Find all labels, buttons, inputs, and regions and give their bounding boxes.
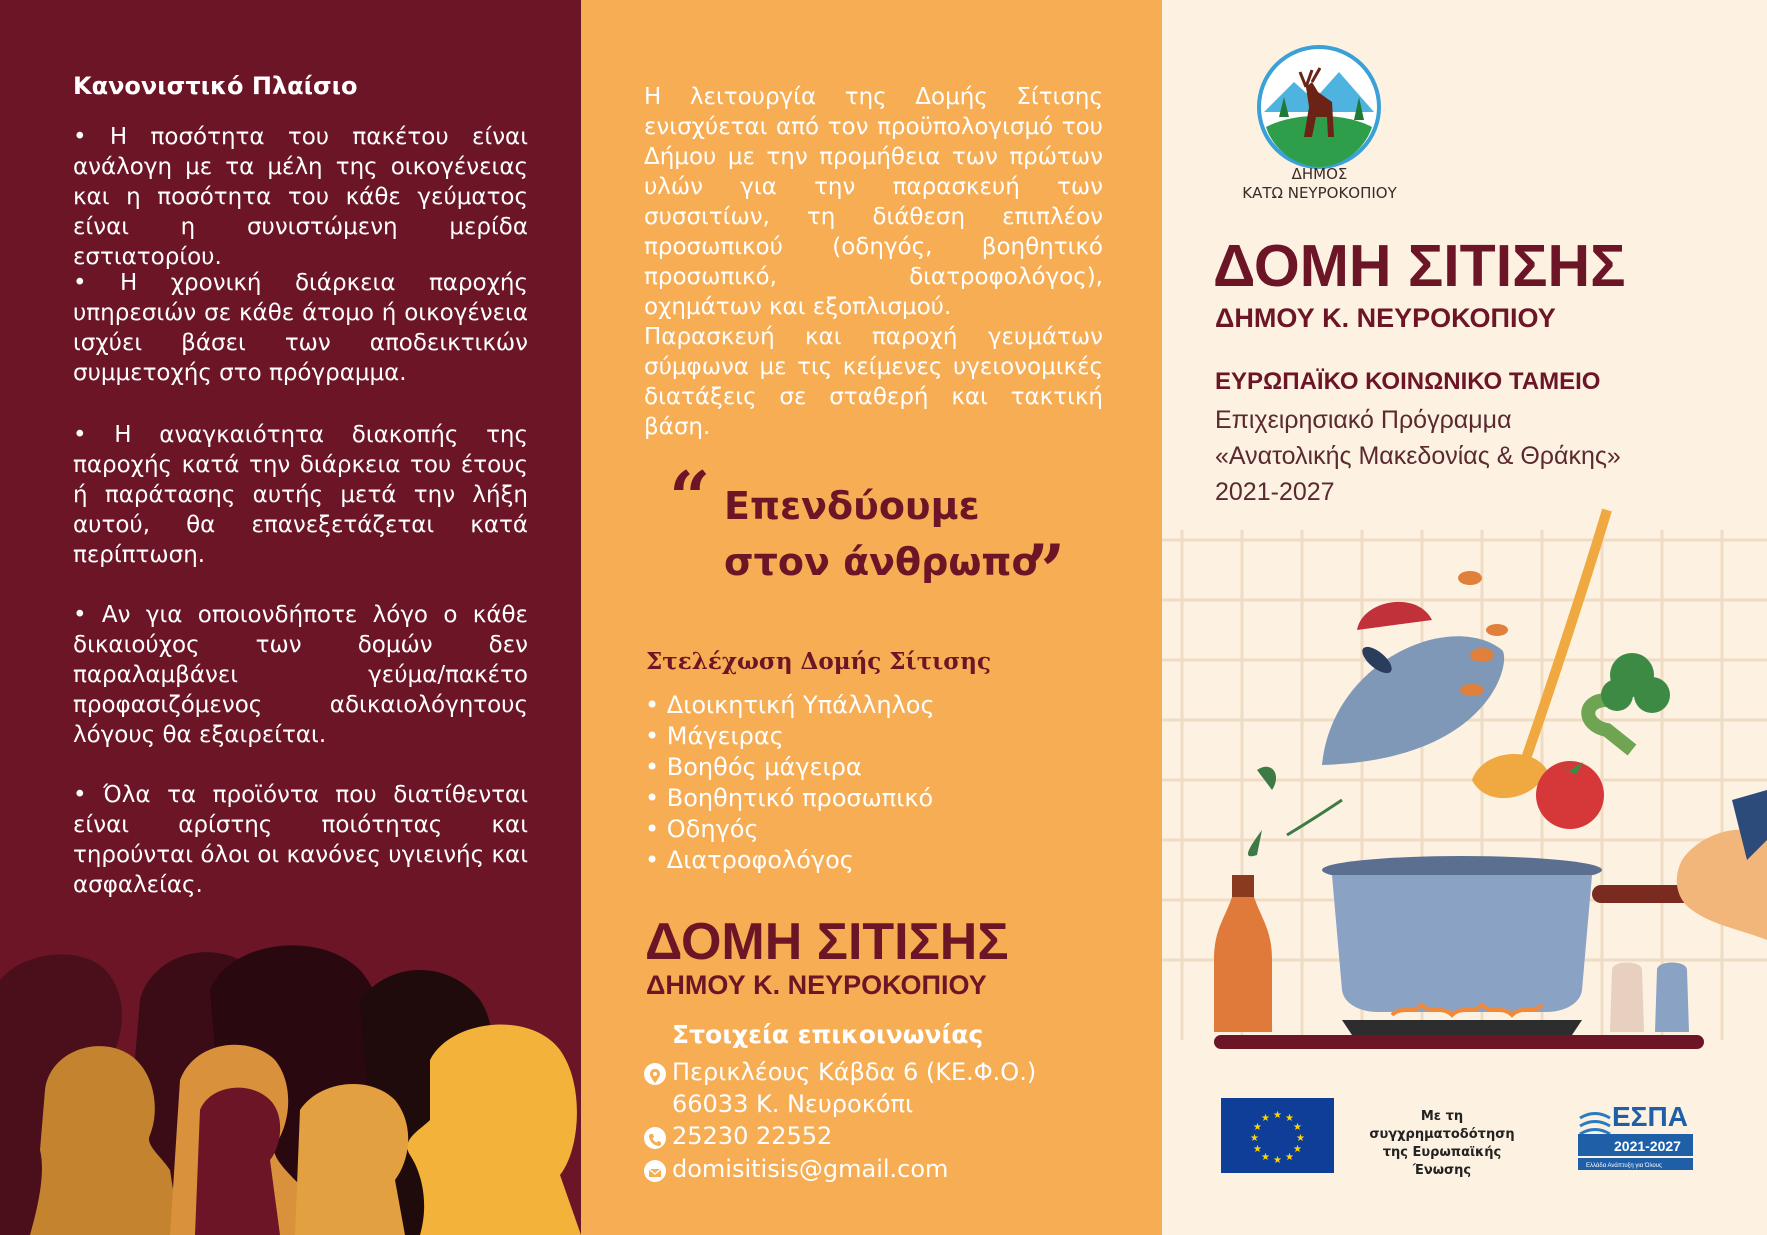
staff-item: • Μάγειρας <box>645 722 784 750</box>
svg-text:★: ★ <box>1261 1113 1270 1124</box>
cofund-line-2: της Ευρωπαϊκής Ένωσης <box>1382 1145 1502 1178</box>
panel-regulatory-framework <box>0 0 581 1235</box>
contact-title: Στοιχεία επικοινωνίας <box>672 1020 984 1049</box>
svg-text:★: ★ <box>1250 1133 1259 1144</box>
svg-text:★: ★ <box>1261 1152 1270 1163</box>
phone-icon <box>644 1127 666 1149</box>
svg-text:★: ★ <box>1273 1110 1282 1121</box>
address-text <box>672 1056 1036 1120</box>
rule-item: • Η ποσότητα του πακέτου είναι ανάλογη με τα μέλη της οικογένειας και η ποσότητα του κάθε γεύματος είναι η συνιστώμενη μερίδα εστιατορίου. <box>73 124 528 270</box>
program-line-3: 2021-2027 <box>1215 478 1335 506</box>
rule-item: • Όλα τα προϊόντα που διατίθενται είναι αρίστης ποιότητας και τηρούνται όλοι οι κανόνες υγιεινής και ασφαλείας. <box>73 782 528 898</box>
people-silhouettes-illustration <box>0 940 581 1235</box>
staff-item: • Διατροφολόγος <box>645 846 854 874</box>
address-line-1: Περικλέους Κάβδα 6 (ΚΕ.Φ.Ο.) <box>672 1058 1037 1086</box>
svg-text:★: ★ <box>1253 1122 1262 1133</box>
espa-tagline: Ελλάδα Ανάπτυξη για Όλους <box>1586 1163 1662 1169</box>
program-line-2: «Ανατολικής Μακεδονίας & Θράκης» <box>1215 442 1621 470</box>
logo-line-1: ΔΗΜΟΣ <box>1291 165 1348 183</box>
staff-item: • Διοικητική Υπάλληλος <box>645 691 935 719</box>
staff-list <box>645 690 935 876</box>
regulatory-title: Κανονιστικό Πλαίσιο <box>73 72 358 100</box>
svg-text:★: ★ <box>1273 1155 1282 1166</box>
email-row <box>644 1153 948 1185</box>
slogan-line-1: Επενδύουμε <box>724 484 980 528</box>
email-address[interactable]: domisitisis@gmail.com <box>672 1155 949 1183</box>
phone-row <box>644 1120 832 1152</box>
rule-item: • Η χρονική διάρκεια παροχής υπηρεσιών σε κάθε άτομο ή οικογένεια ισχύει βάσει των αποδεικτικών συμμετοχής στο πρόγραμμα. <box>73 270 528 386</box>
panel-cover <box>1162 0 1767 1235</box>
location-icon <box>644 1063 666 1085</box>
svg-text:★: ★ <box>1293 1144 1302 1155</box>
staff-item: • Βοηθητικό προσωπικό <box>645 784 934 812</box>
staff-item: • Βοηθός μάγειρα <box>645 753 862 781</box>
cover-title: ΔΟΜΗ ΣΙΤΙΣΗΣ <box>1213 233 1626 299</box>
municipality-name <box>1232 165 1407 203</box>
brochure-title: ΔΟΜΗ ΣΙΤΙΣΗΣ <box>645 913 1009 971</box>
eu-cofunding-text <box>1362 1108 1522 1180</box>
funding-description <box>644 82 1103 442</box>
fund-name: ΕΥΡΩΠΑΪΚΟ ΚΟΙΝΩΝΙΚΟ ΤΑΜΕΙΟ <box>1215 368 1601 395</box>
address-row <box>644 1056 1036 1120</box>
rule-item: • Αν για οποιονδήποτε λόγο ο κάθε δικαιούχος των δομών δεν παραλαμβάνει γεύμα/πακέτο προφασιζόμενος αδικαιολόγητους λόγους θα εξαιρείται. <box>73 602 528 748</box>
address-line-2: 66033 Κ. Νευροκόπι <box>672 1090 914 1118</box>
staff-item: • Οδηγός <box>645 815 759 843</box>
open-quote-mark: “ <box>669 455 711 540</box>
slogan-quote <box>724 478 1054 590</box>
svg-text:★: ★ <box>1296 1133 1305 1144</box>
phone-number[interactable]: 25230 22552 <box>672 1122 833 1150</box>
svg-text:★: ★ <box>1293 1122 1302 1133</box>
meal-provision-text: Παρασκευή και παροχή γευμάτων σύμφωνα με τις κείμενες υγειονομικές διατάξεις σε σταθερή και τακτική βάση. <box>644 324 1103 440</box>
email-icon <box>644 1160 666 1182</box>
municipality-logo <box>1254 42 1384 172</box>
eu-flag-logo <box>1221 1098 1334 1173</box>
slogan-line-2: στον άνθρωπο <box>724 540 1038 584</box>
close-quote-mark: ” <box>1024 528 1066 613</box>
brochure-subtitle: ΔΗΜΟΥ Κ. ΝΕΥΡΟΚΟΠΙΟΥ <box>646 970 987 1000</box>
panel-operation-and-contact <box>581 0 1162 1235</box>
rule-item: • Η αναγκαιότητα διακοπής της παροχής κατά την διάρκεια του έτους ή παράτασης αυτής μετά την λήξη αυτού, θα επανεξετάζεται κατά περίπτωση. <box>73 422 528 568</box>
cooking-pot-illustration <box>1162 500 1767 1060</box>
funding-text: Η λειτουργία της Δομής Σίτισης ενισχύεται από τον προϋπολογισμό του Δήμου με την προμήθεια των πρώτων υλών για την παρασκευή των συσσιτίων, τη διάθεση επιπλέον προσωπικού (οδηγός, βοηθητικό προσωπικό, διατροφολόγος), οχημάτων και εξοπλισμού. <box>644 84 1103 320</box>
cofund-line-1: Με τη συγχρηματοδότηση <box>1369 1109 1515 1142</box>
espa-logo <box>1578 1098 1693 1170</box>
logo-line-2: ΚΑΤΩ ΝΕΥΡΟΚΟΠΙΟΥ <box>1242 184 1397 202</box>
svg-text:★: ★ <box>1253 1144 1262 1155</box>
svg-text:★: ★ <box>1285 1113 1294 1124</box>
espa-years: 2021-2027 <box>1614 1138 1681 1154</box>
cover-subtitle: ΔΗΜΟΥ Κ. ΝΕΥΡΟΚΟΠΙΟΥ <box>1215 303 1556 333</box>
svg-text:★: ★ <box>1285 1152 1294 1163</box>
staff-title: Στελέχωση Δομής Σίτισης <box>646 648 991 675</box>
program-line-1: Επιχειρησιακό Πρόγραμμα <box>1215 406 1512 434</box>
espa-name: ΕΣΠΑ <box>1612 1101 1688 1132</box>
